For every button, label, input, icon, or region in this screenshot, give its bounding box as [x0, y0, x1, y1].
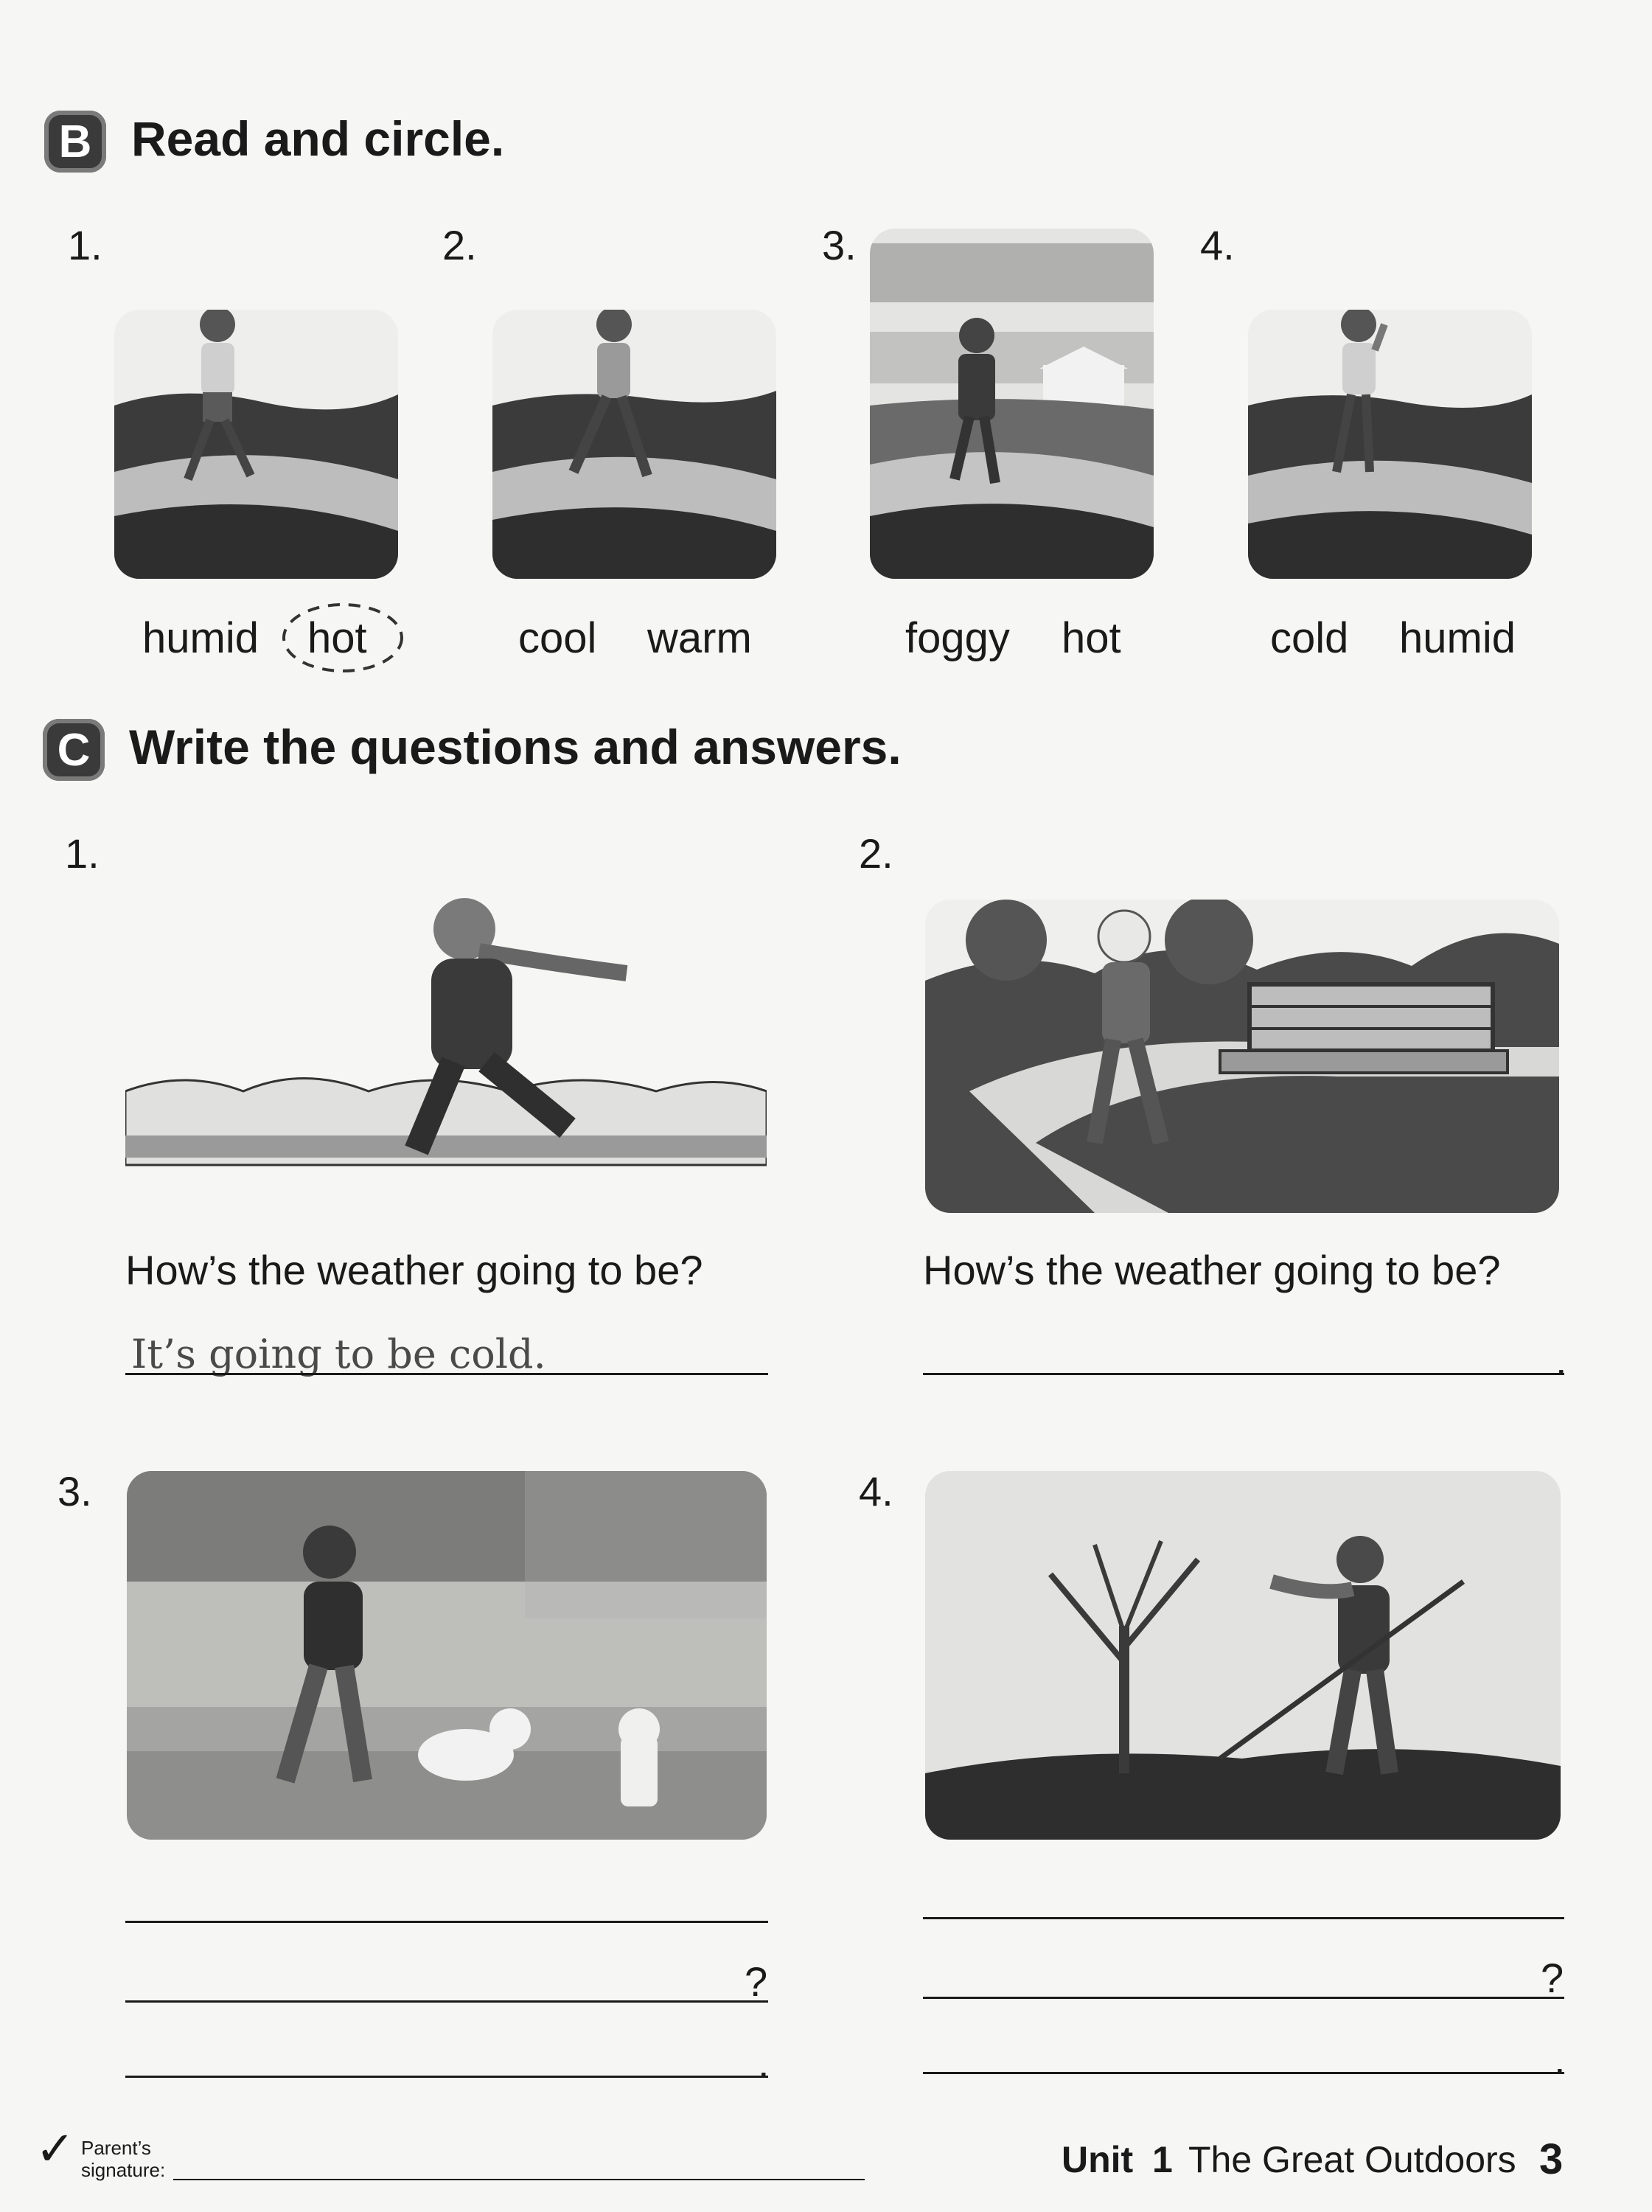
b-item-1-option-b[interactable]: hot: [307, 614, 367, 662]
section-c-badge: [43, 719, 105, 781]
dashed-circle-mark: [276, 597, 409, 678]
b-item-1-picture: [114, 310, 398, 579]
c-item-4-line-1[interactable]: [923, 1917, 1564, 1919]
section-b-letter: B: [58, 116, 92, 167]
b-item-2-picture: [492, 310, 776, 579]
c-item-4-picture: [925, 1471, 1561, 1840]
c-item-4-period: .: [1554, 2036, 1566, 2082]
c-item-2-question: How’s the weather going to be?: [923, 1247, 1501, 1293]
girl-park-bench-illustration: [925, 900, 1559, 1213]
boy-hot-illustration: [1248, 310, 1532, 579]
c-item-1-answer-line: [125, 1373, 768, 1375]
c-item-2-number: 2.: [859, 830, 893, 877]
section-c-letter: C: [57, 724, 91, 776]
c-item-2-period: .: [1555, 1337, 1567, 1383]
b-item-2-option-b[interactable]: warm: [647, 614, 752, 662]
b-item-2-number: 2.: [442, 222, 477, 268]
parent-signature-label: [81, 2137, 165, 2181]
unit-number: 1: [1152, 2139, 1173, 2180]
b-item-4-number: 4.: [1200, 222, 1235, 268]
b-item-3-number: 3.: [822, 222, 857, 268]
section-c-title: Write the questions and answers.: [129, 720, 902, 774]
girl-raking-leaves-illustration: [925, 1471, 1561, 1840]
b-item-4-option-a[interactable]: cold: [1270, 614, 1349, 662]
signature-label-line-2: signature:: [81, 2159, 166, 2181]
c-item-2-answer-line[interactable]: [923, 1373, 1564, 1375]
unit-title: The Great Outdoors: [1188, 2139, 1516, 2180]
c-item-3-question-mark: ?: [745, 1958, 768, 2005]
c-item-2-picture: [925, 900, 1559, 1213]
section-b-title: Read and circle.: [131, 111, 505, 166]
check-icon: ✓: [35, 2122, 75, 2177]
b-item-1-option-a[interactable]: humid: [142, 614, 259, 662]
c-item-3-period: .: [758, 2039, 770, 2086]
boy-walking-illustration: [114, 310, 398, 579]
c-item-1-number: 1.: [65, 830, 100, 877]
c-item-3-line-3[interactable]: [125, 2076, 768, 2078]
section-b-badge: [44, 111, 106, 173]
signature-label-line-1: Parent’s: [81, 2137, 151, 2159]
child-winter-snow-illustration: [125, 885, 767, 1217]
c-item-4-number: 4.: [859, 1468, 893, 1514]
c-item-3-picture: [127, 1471, 767, 1840]
c-item-1-question: How’s the weather going to be?: [125, 1247, 703, 1293]
page-number: 3: [1539, 2135, 1564, 2183]
c-item-4-line-2[interactable]: [923, 1997, 1564, 1999]
parent-signature-line[interactable]: [173, 2179, 865, 2180]
boy-walking-fog-illustration: [870, 229, 1154, 579]
unit-label: Unit: [1062, 2139, 1134, 2180]
c-item-4-question-mark: ?: [1541, 1955, 1564, 2001]
b-item-4-picture: [1248, 310, 1532, 579]
b-item-3-option-a[interactable]: foggy: [905, 614, 1010, 662]
c-item-3-line-1[interactable]: [125, 1921, 768, 1923]
b-item-3-option-b[interactable]: hot: [1062, 614, 1121, 662]
b-item-2-option-a[interactable]: cool: [518, 614, 597, 662]
boy-walking-illustration: [492, 310, 776, 579]
c-item-3-number: 3.: [57, 1468, 92, 1514]
b-item-3-picture: [870, 229, 1154, 579]
c-item-1-picture: [125, 885, 767, 1217]
b-item-4-option-b[interactable]: humid: [1399, 614, 1516, 662]
c-item-1-answer[interactable]: It’s going to be cold.: [131, 1331, 546, 1377]
b-item-1-number: 1.: [68, 222, 102, 268]
c-item-4-line-3[interactable]: [923, 2072, 1564, 2074]
c-item-3-line-2[interactable]: [125, 2000, 768, 2003]
boy-walking-dog-fog-illustration: [127, 1471, 767, 1840]
